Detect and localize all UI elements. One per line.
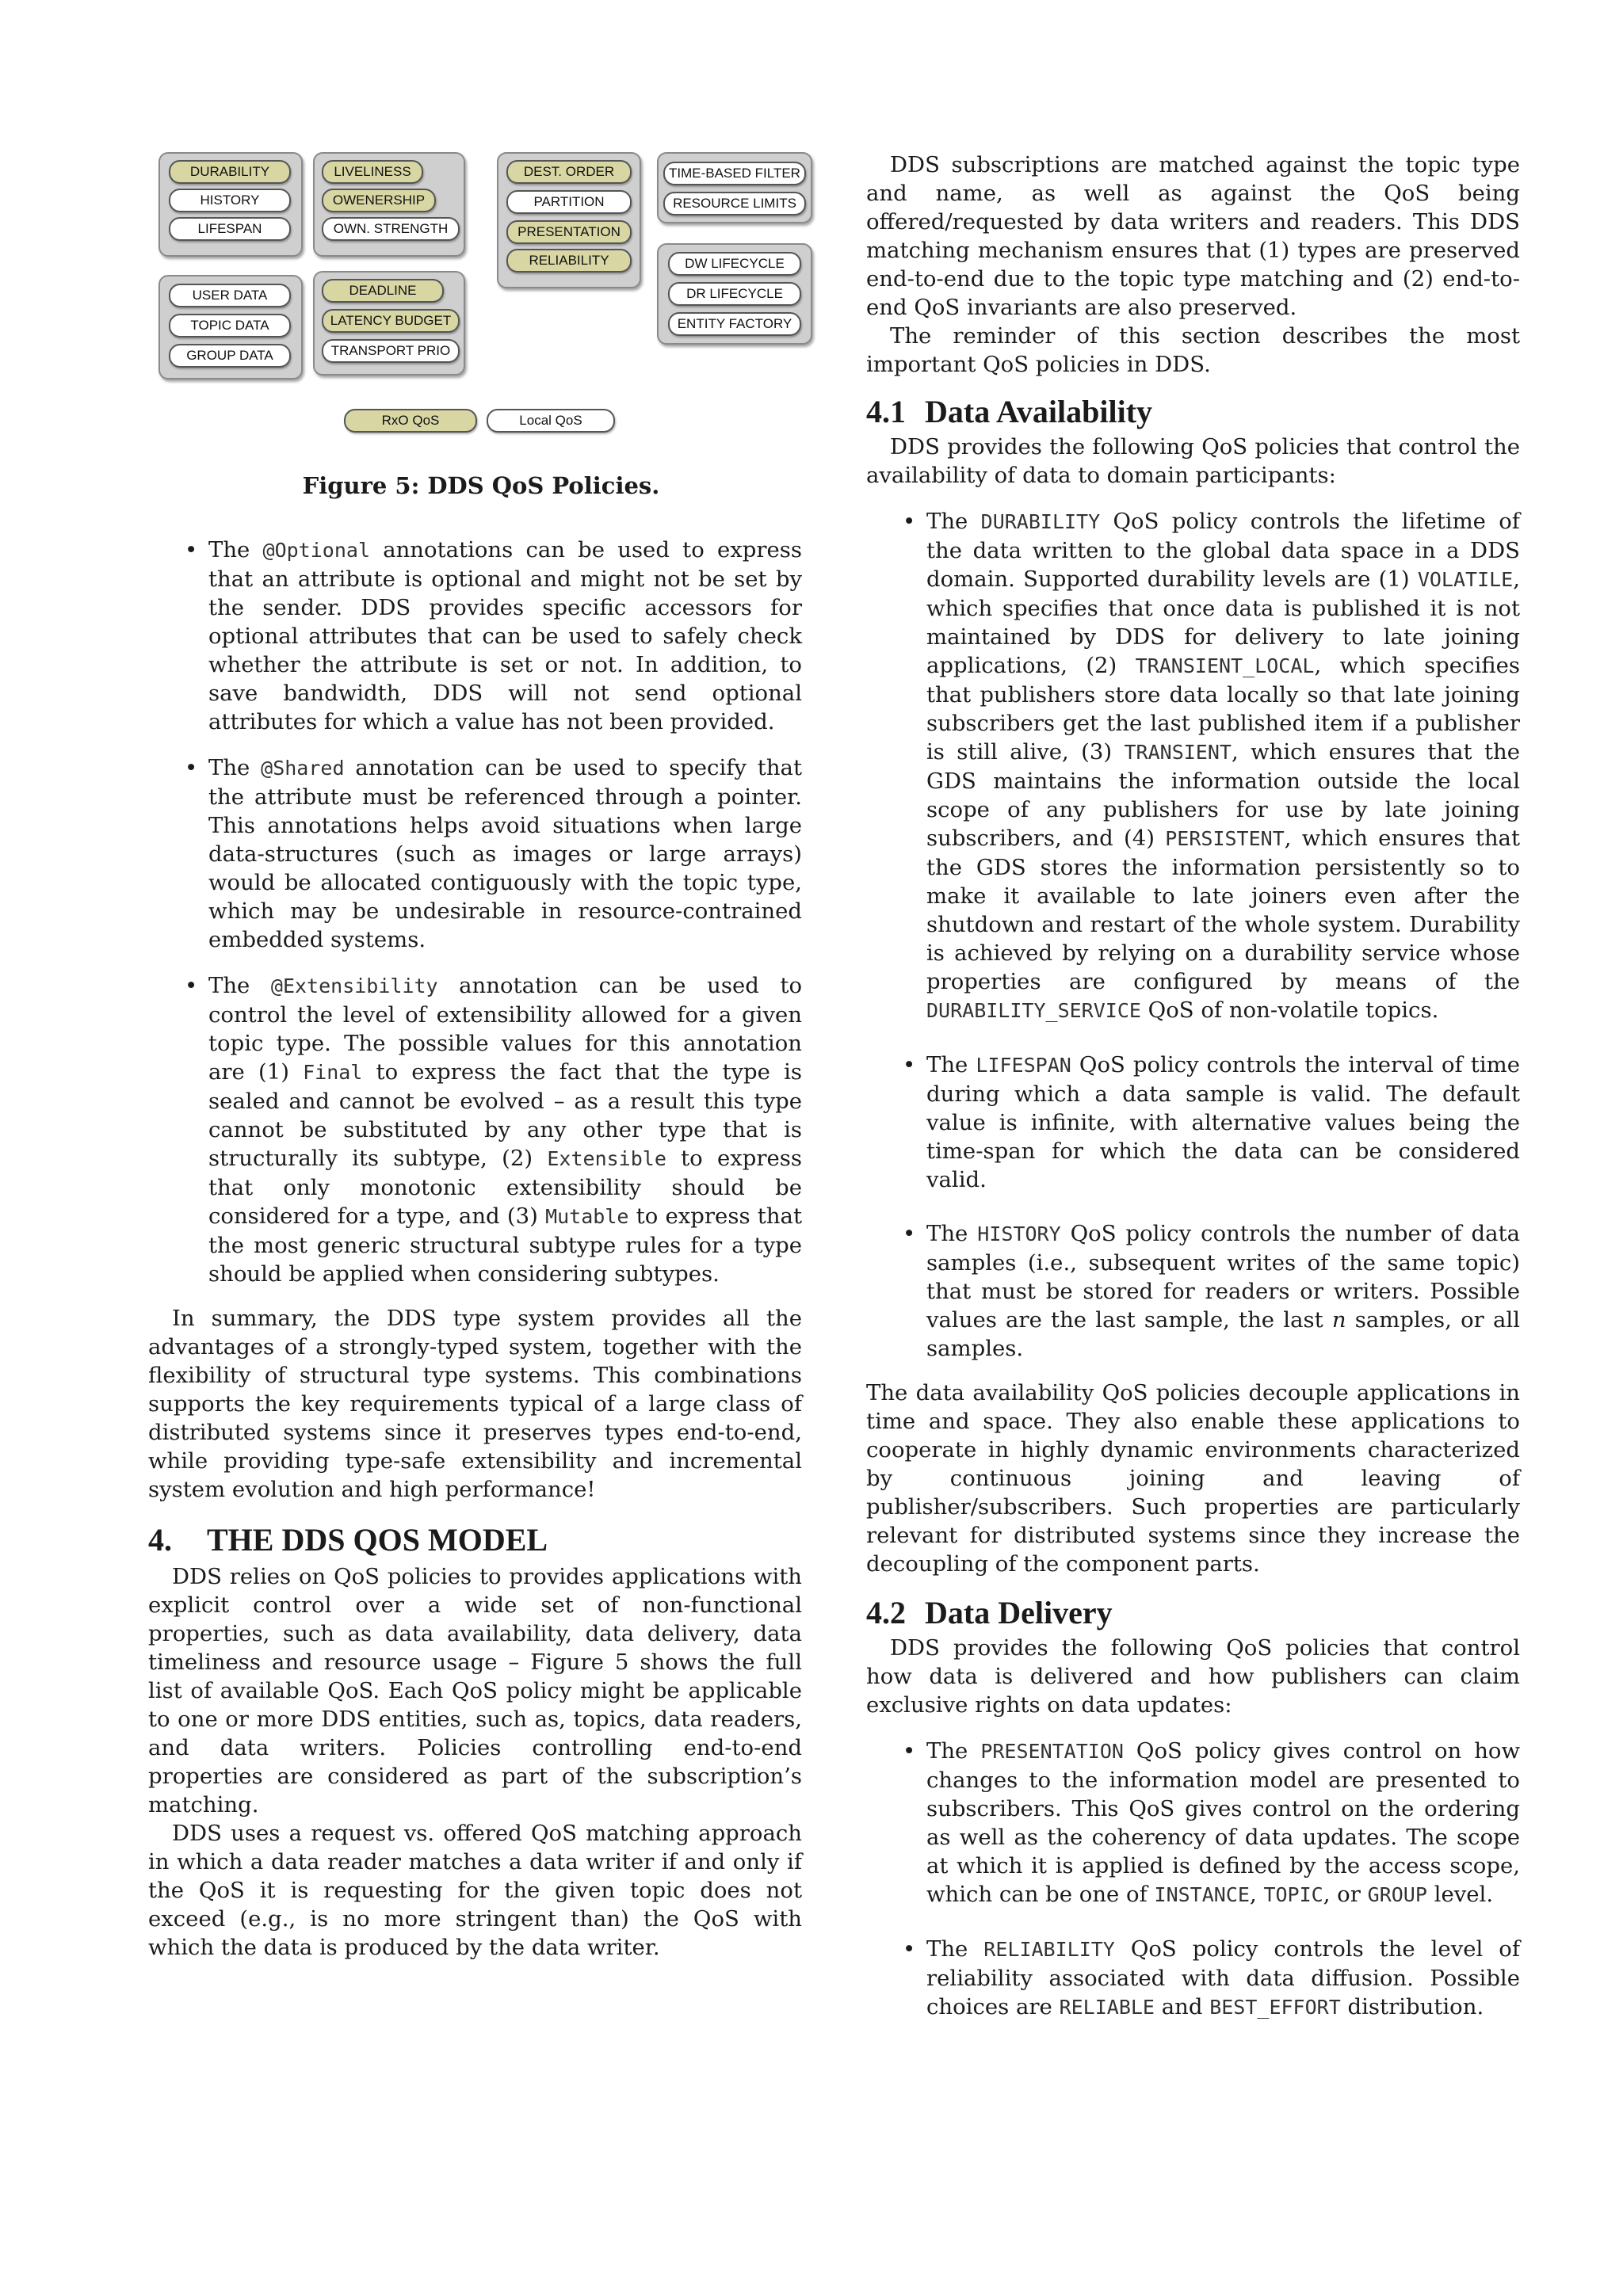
- availability-list: [866, 507, 1520, 1363]
- figure-caption: Figure 5: DDS QoS Policies.: [302, 472, 660, 499]
- annotation-list: [148, 536, 802, 1288]
- code-shared: @Shared: [261, 757, 345, 780]
- paragraph: DDS uses a request vs. offered QoS matching approach in which a data reader matches a data writer if and only if the QoS it is requesting for the given topic does not exceed (e.g., is no more stringent than) the QoS with which the data is produced by the data writer.: [148, 1821, 802, 1960]
- list-item: • The LIFESPAN QoS policy controls the interval of time during which a data sample is valid. The default value is infinite, with alternative values being the time-span for which the data can be considered valid.: [903, 1052, 1520, 1192]
- section-heading-4-2: 4.2 Data Delivery: [866, 1595, 1113, 1630]
- qos-pill: TIME-BASED FILTER: [663, 162, 806, 185]
- qos-pill: DR LIFECYCLE: [668, 282, 801, 306]
- delivery-list: [866, 1737, 1520, 2022]
- list-item: • The @Optional annotations can be used to express that an attribute is optional and might not be set by the sender. DDS provides specific accessors for optional attributes that can be used to safely check whether the attribute is set or not. In addition, to save bandwidth, DDS will not send optional attributes for which a value has not been provided.: [185, 537, 802, 734]
- section-heading-4: 4. THE DDS QOS MODEL: [148, 1522, 548, 1558]
- left-column: [148, 151, 802, 1962]
- list-item: • The DURABILITY QoS policy controls the lifetime of the data written to the global data space in a DDS domain. Supported durability levels are (1) VOLATILE, which specifies that once data is published it is not maintained by DDS for delivery to late joining applications, (2) TRANSIENT_LOCAL, which specifies that publishers store data locally so that late joining subscribers get the last published item if a publisher is still alive, (3) TRANSIENT, which ensures that the GDS maintains the information outside the local scope of any publishers for use by late joining subscribers, and (4) PERSISTENT, which ensures that the GDS stores the information persistently so to make it available to late joiners even after the shutdown and restart of the whole system. Durability is achieved by relying on a durability service whose properties are configured by means of the DURABILITY_SERVICE QoS of non-volatile topics.: [903, 509, 1520, 1023]
- qos-pill: PARTITION: [506, 190, 632, 214]
- qos-pill: ENTITY FACTORY: [668, 312, 801, 336]
- paragraph: DDS subscriptions are matched against the topic type and name, as well as against the QoS being offered/requested by data writers and readers. This DDS matching mechanism ensures that (1) types are preserved end-to-end due to the topic type matching and (2) end-to-end QoS invariants are also preserved.: [866, 152, 1520, 320]
- paragraph: DDS provides the following QoS policies that control how data is delivered and how publishers can claim exclusive rights on data updates:: [866, 1635, 1520, 1718]
- right-column: [866, 151, 1520, 2022]
- qos-pill: RELIABILITY: [506, 249, 632, 273]
- legend-local: Local QoS: [487, 409, 615, 433]
- legend-rxo: RxO QoS: [344, 409, 477, 433]
- qos-pill: DURABILITY: [169, 160, 291, 184]
- qos-pill: LIVELINESS: [322, 160, 423, 184]
- qos-pill: OWN. STRENGTH: [322, 217, 460, 241]
- qos-pill: HISTORY: [169, 189, 291, 212]
- qos-pill: DEADLINE: [322, 279, 444, 303]
- qos-figure: [148, 151, 814, 436]
- code-optional: @Optional: [262, 539, 370, 562]
- list-item: • The @Extensibility annotation can be used to control the level of extensibility allowed for a given topic type. The possible values for this annotation are (1) Final to express the fact that the type is sealed and cannot be evolved – as a result this type cannot be substituted by any other type that is structurally its subtype, (2) Extensible to express that only monotonic extensibility should be considered for a type, and (3) Mutable to express that the most generic structural subtype rules for a type should be applied when considering subtypes.: [185, 973, 803, 1287]
- list-item: • The HISTORY QoS policy controls the number of data samples (i.e., subsequent writes of the same topic) that must be stored for readers or writers. Possible values are the last sample, the last n samples, or all samples.: [903, 1221, 1520, 1361]
- qos-pill: DEST. ORDER: [506, 160, 632, 184]
- qos-pill: DW LIFECYCLE: [668, 252, 801, 276]
- code-extensibility: @Extensibility: [270, 974, 438, 997]
- list-item: • The RELIABILITY QoS policy controls the level of reliability associated with data diffusion. Possible choices are RELIABLE and BEST_EFFORT distribution.: [903, 1936, 1521, 2019]
- list-item: • The @Shared annotation can be used to specify that the attribute must be referenced through a pointer. This annotations helps avoid situations when large data-structures (such as images or large arrays) would be allocated contiguously with the topic type, which may be undesirable in resource-contrained embedded systems.: [185, 755, 802, 952]
- qos-pill: LIFESPAN: [169, 217, 291, 241]
- paragraph: DDS provides the following QoS policies that control the availability of data to domain participants:: [866, 434, 1520, 488]
- qos-pill: RESOURCE LIMITS: [663, 192, 806, 215]
- paragraph: The reminder of this section describes the most important QoS policies in DDS.: [866, 323, 1520, 377]
- qos-pill: TOPIC DATA: [169, 314, 291, 338]
- qos-pill: GROUP DATA: [169, 344, 291, 368]
- paragraph: DDS relies on QoS policies to provides applications with explicit control over a wide set of non-functional properties, such as data availability, data delivery, data timeliness and resource usage – Figure 5 shows the full list of available QoS. Each QoS policy might be applicable to one or more DDS entities, such as, topics, data readers, and data writers. Policies controlling end-to-end properties are considered as part of the subscription’s matching.: [148, 1564, 802, 1817]
- list-item: • The PRESENTATION QoS policy gives control on how changes to the information model are presented to subscribers. This QoS gives control on the ordering as well as the coherency of data updates. The scope at which it is applied is defined by the access scope, which can be one of INSTANCE, TOPIC, or GROUP level.: [903, 1738, 1520, 1907]
- qos-pill: OWENERSHIP: [322, 189, 436, 212]
- paragraph: The data availability QoS policies decouple applications in time and space. They also enable these applications to cooperate in highly dynamic environments characterized by continuous joining and leaving of publisher/subscribers. Such properties are particularly relevant for distributed systems since they increase the decoupling of the component parts.: [866, 1380, 1520, 1577]
- section-heading-4-1: 4.1 Data Availability: [866, 394, 1153, 429]
- summary-paragraph: In summary, the DDS type system provides all the advantages of a strongly-typed system, together with the flexibility of structural type systems. This combinations supports the key requirements typical of a large class of distributed systems since it preserves types end-to-end, while providing type-safe extensibility and incremental system evolution and high performance!: [148, 1306, 802, 1502]
- qos-pill: PRESENTATION: [506, 220, 632, 244]
- qos-pill: TRANSPORT PRIO: [322, 339, 460, 363]
- qos-pill: LATENCY BUDGET: [322, 309, 460, 333]
- qos-pill: USER DATA: [169, 284, 291, 307]
